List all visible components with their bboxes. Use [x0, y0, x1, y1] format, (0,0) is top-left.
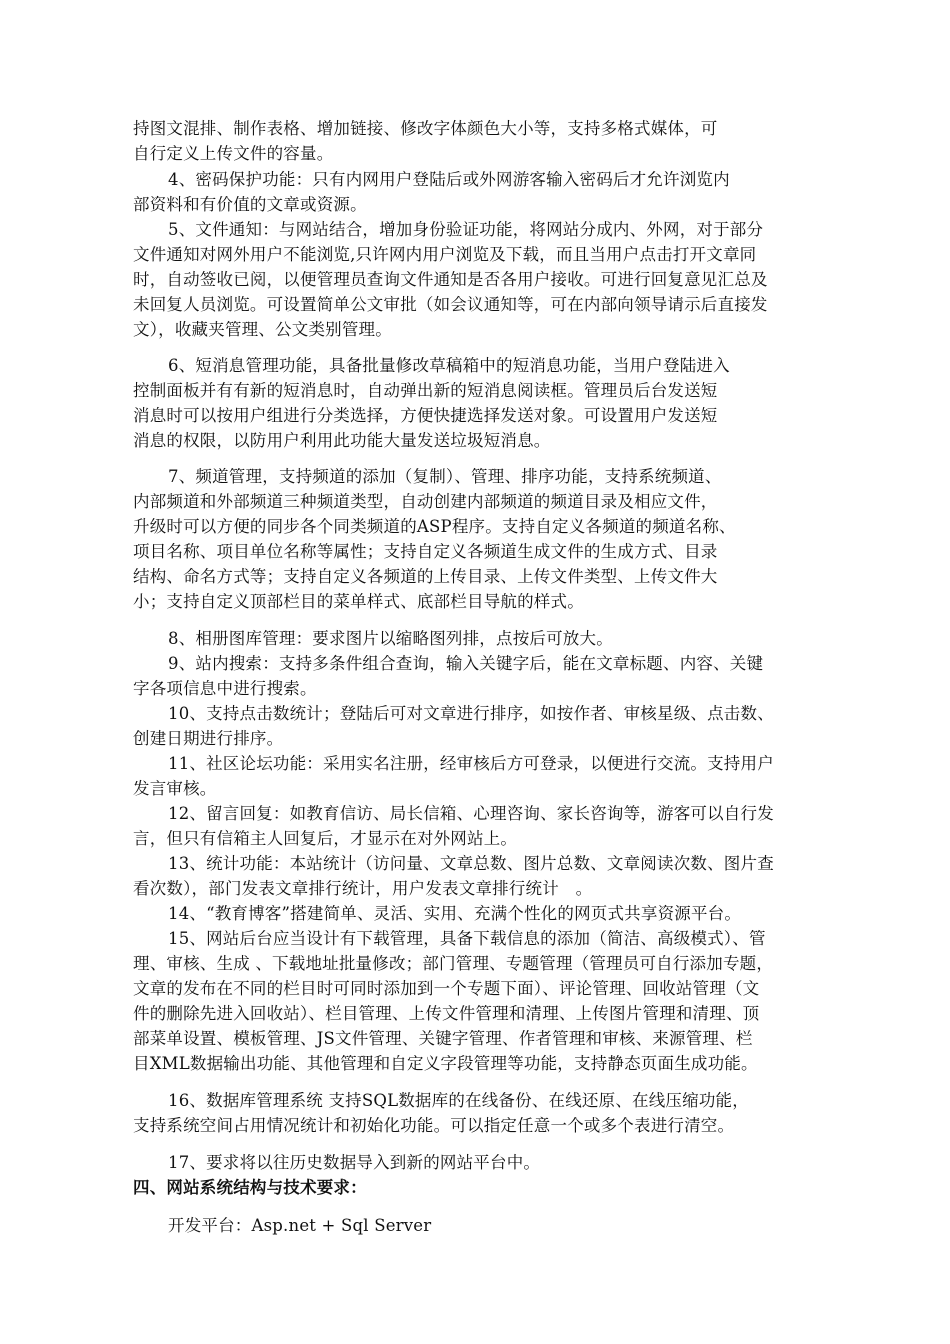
text-line: 部资料和有价值的文章或资源。: [133, 195, 367, 214]
text-line: 部菜单设置、模板管理、JS文件管理、关键字管理、作者管理和审核、来源管理、栏: [133, 1029, 753, 1048]
text-line: 16、数据库管理系统 支持SQL数据库的在线备份、在线还原、在线压缩功能，: [168, 1091, 749, 1110]
text-line: 消息的权限，以防用户利用此功能大量发送垃圾短消息。: [133, 431, 551, 450]
text-line: 4、密码保护功能：只有内网用户登陆后或外网游客输入密码后才允许浏览内: [168, 170, 730, 189]
text-line: 7、频道管理，支持频道的添加（复制）、管理、排序功能，支持系统频道、: [168, 467, 722, 486]
text-line: 理、审核、生成 、下载地址批量修改；部门管理、专题管理（管理员可自行添加专题，: [133, 954, 774, 973]
text-line: 创建日期进行排序。: [133, 729, 284, 748]
text-line: 5、文件通知：与网站结合，增加身份验证功能，将网站分成内、外网，对于部分: [168, 220, 764, 239]
text-line: 件的删除先进入回收站）、栏目管理、上传文件管理和清理、上传图片管理和清理、顶: [133, 1004, 760, 1023]
text-line: 文件通知对网外用户不能浏览,只许网内用户浏览及下载，而且当用户点击打开文章同: [133, 245, 757, 264]
text-line: 时，自动签收已阅，以便管理员查询文件通知是否各用户接收。可进行回复意见汇总及: [133, 270, 768, 289]
text-line: 发言审核。: [133, 779, 217, 798]
text-line: 15、网站后台应当设计有下载管理，具备下载信息的添加（简洁、高级模式）、管: [168, 929, 766, 948]
text-line: 项目名称、项目单位名称等属性；支持自定义各频道生成文件的生成方式、目录: [133, 542, 718, 561]
text-line: 消息时可以按用户组进行分类选择，方便快捷选择发送对象。可设置用户发送短: [133, 406, 718, 425]
text-line: 自行定义上传文件的容量。: [133, 144, 334, 163]
text-line: 言，但只有信箱主人回复后，才显示在对外网站上。: [133, 829, 518, 848]
text-line: 9、站内搜索：支持多条件组合查询，输入关键字后，能在文章标题、内容、关键: [168, 654, 764, 673]
text-line: 控制面板并有有新的短消息时，自动弹出新的短消息阅读框。管理员后台发送短: [133, 381, 718, 400]
text-line: 未回复人员浏览。可设置简单公文审批（如会议通知等，可在内部向领导请示后直接发: [133, 295, 768, 314]
text-line: 8、相册图库管理：要求图片以缩略图列排，点按后可放大。: [168, 629, 613, 648]
text-line: 字各项信息中进行搜索。: [133, 679, 317, 698]
text-line: 13、统计功能：本站统计（访问量、文章总数、图片总数、文章阅读次数、图片查: [168, 854, 774, 873]
text-line: 12、留言回复：如教育信访、局长信箱、心理咨询、家长咨询等，游客可以自行发: [168, 804, 774, 823]
text-line: 17、要求将以往历史数据导入到新的网站平台中。: [168, 1153, 541, 1172]
text-line: 11、社区论坛功能：采用实名注册，经审核后方可登录，以便进行交流。支持用户: [168, 754, 774, 773]
section-heading: 四、网站系统结构与技术要求：: [133, 1178, 367, 1197]
text-line: 开发平台：Asp.net + Sql Server: [168, 1216, 432, 1235]
text-line: 文），收藏夹管理、公文类别管理。: [133, 320, 392, 339]
text-line: 6、短消息管理功能，具备批量修改草稿箱中的短消息功能，当用户登陆进入: [168, 356, 730, 375]
text-line: 14、“教育博客”搭建简单、灵活、实用、充满个性化的网页式共享资源平台。: [168, 904, 742, 923]
text-line: 文章的发布在不同的栏目时可同时添加到一个专题下面）、评论管理、回收站管理（文: [133, 979, 760, 998]
text-line: 10、支持点击数统计；登陆后可对文章进行排序，如按作者、审核星级、点击数、: [168, 704, 774, 723]
text-line: 支持系统空间占用情况统计和初始化功能。可以指定任意一个或多个表进行清空。: [133, 1116, 735, 1135]
text-line: 升级时可以方便的同步各个同类频道的ASP程序。支持自定义各频道的频道名称、: [133, 517, 736, 536]
text-line: 看次数），部门发表文章排行统计，用户发表文章排行统计 。: [133, 879, 593, 898]
text-line: 目XML数据输出功能、其他管理和自定义字段管理等功能，支持静态页面生成功能。: [133, 1054, 758, 1073]
text-line: 小；支持自定义顶部栏目的菜单样式、底部栏目导航的样式。: [133, 592, 584, 611]
text-line: 结构、命名方式等；支持自定义各频道的上传目录、上传文件类型、上传文件大: [133, 567, 718, 586]
text-line: 持图文混排、制作表格、增加链接、修改字体颜色大小等，支持多格式媒体，可: [133, 119, 718, 138]
text-line: 内部频道和外部频道三种频道类型，自动创建内部频道的频道目录及相应文件，: [133, 492, 718, 511]
